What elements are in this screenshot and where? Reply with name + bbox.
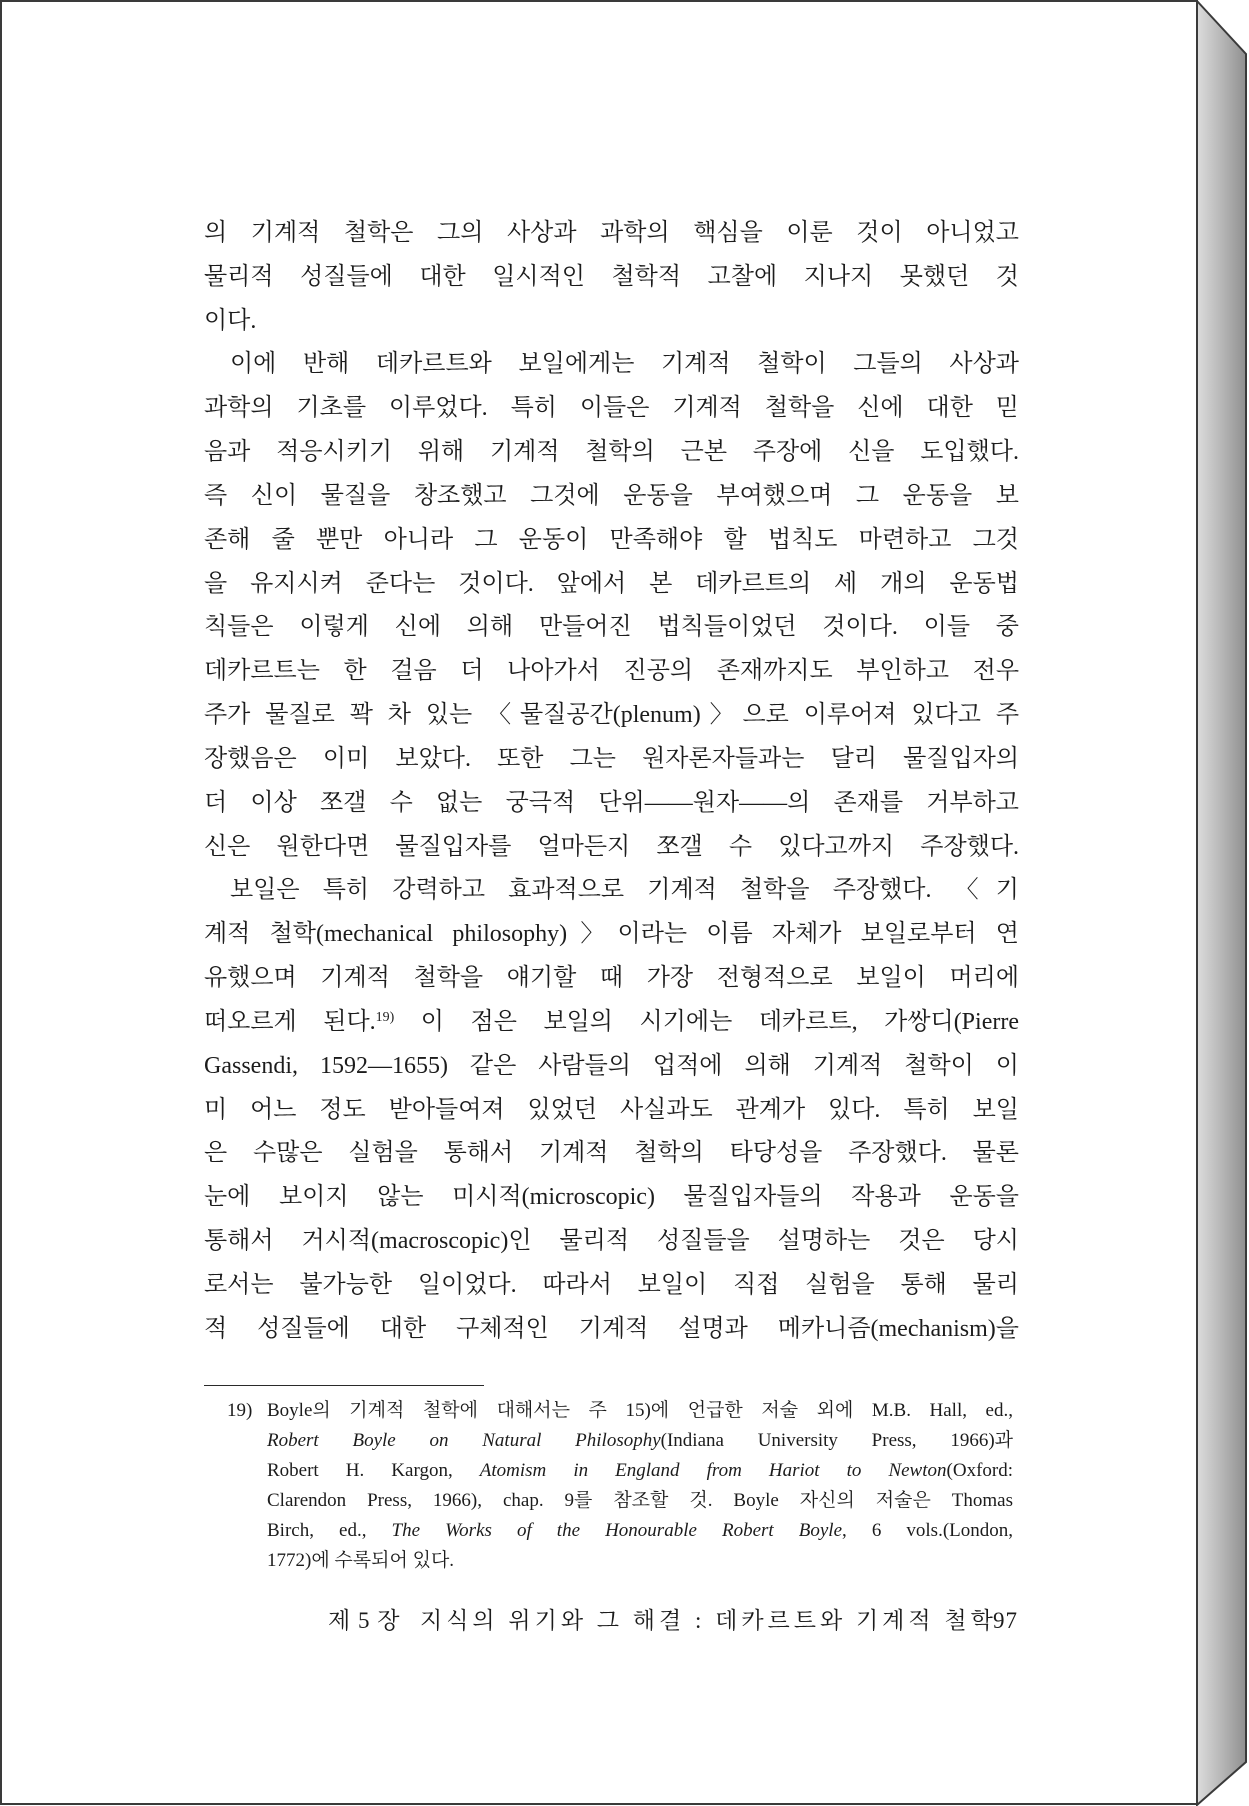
text-line: 은 수많은 실험을 통해서 기계적 철학의 타당성을 주장했다. 물론	[204, 1140, 1019, 1167]
book-title: Robert Boyle on Natural Philosophy	[267, 1430, 661, 1451]
footnote-line	[267, 1516, 1013, 1546]
text-line: 데카르트는 한 걸음 더 나아가서 진공의 존재까지도 부인하고 전우	[204, 658, 1019, 685]
text-line: 보일은 특히 강력하고 효과적으로 기계적 철학을 주장했다. 〈기	[230, 877, 1019, 904]
text-line: 칙들은 이렇게 신에 의해 만들어진 법칙들이었던 것이다. 이들 중	[204, 614, 1019, 641]
page-edge	[1197, 1, 1246, 1805]
text-line: 통해서 거시적(macroscopic)인 물리적 성질들을 설명하는 것은 당시	[204, 1228, 1019, 1255]
running-footer	[328, 1601, 1018, 1641]
book-title: Atomism in England from Hariot to Newton	[479, 1460, 947, 1481]
text-line: 존해 줄 뿐만 아니라 그 운동이 만족해야 할 법칙도 마련하고 그것	[204, 526, 1019, 553]
paragraph	[204, 343, 1019, 869]
page-number: 97	[993, 1608, 1018, 1633]
text-line: 눈에 보이지 않는 미시적(microscopic) 물질입자들의 작용과 운동을	[204, 1184, 1019, 1211]
text-line: 미 어느 정도 받아들여져 있었던 사실과도 관계가 있다. 특히 보일	[204, 1096, 1019, 1123]
text-segment: 이 점은 보일의 시기에는 데카르트, 가쌍디(Pierre	[394, 1008, 1019, 1035]
text-segment: Birch, ed.,	[267, 1520, 392, 1541]
text-line: 계적 철학(mechanical philosophy)〉이라는 이름 자체가 보일로부터 연	[204, 921, 1019, 948]
text-segment: , 6 vols.(London,	[842, 1520, 1013, 1541]
text-segment: 떠오르게 된다.	[204, 1008, 376, 1035]
text-line	[204, 1001, 1019, 1045]
text-line: Gassendi, 1592—1655) 같은 사람들의 업적에 의해 기계적 철학이 이	[204, 1052, 1019, 1079]
text-line: 장했음은 이미 보았다. 또한 그는 원자론자들과는 달리 물질입자의	[204, 745, 1019, 772]
footnote-line	[267, 1426, 1013, 1456]
text-line: 이다.	[204, 307, 257, 334]
text-line: 즉 신이 물질을 창조했고 그것에 운동을 부여했으며 그 운동을 보	[204, 482, 1019, 509]
text-line: 을 유지시켜 준다는 것이다. 앞에서 본 데카르트의 세 개의 운동법	[204, 570, 1019, 597]
footnote-marker: 19)	[227, 1400, 253, 1421]
body-text	[204, 212, 1019, 1352]
text-line: 음과 적응시키기 위해 기계적 철학의 근본 주장에 신을 도입했다.	[204, 439, 1019, 466]
footnote-line: Boyle의 기계적 철학에 대해서는 주 15)에 언급한 저술 외에 M.B. Hall, ed.,	[267, 1400, 1013, 1421]
text-line: 과학의 기초를 이루었다. 특히 이들은 기계적 철학을 신에 대한 믿	[204, 395, 1019, 422]
text-line: 더 이상 쪼갤 수 없는 궁극적 단위——원자——의 존재를 거부하고	[204, 789, 1019, 816]
chapter-title: 지식의 위기와 그 해결 : 데카르트와 기계적 철학	[420, 1608, 997, 1633]
text-line: 이에 반해 데카르트와 보일에게는 기계적 철학이 그들의 사상과	[230, 351, 1019, 378]
text-line: 주가 물질로 꽉 차 있는 〈물질공간(plenum)〉으로 이루어져 있다고 주	[204, 702, 1019, 729]
text-segment: (Indiana University Press, 1966)과	[660, 1430, 1013, 1451]
text-line: 로서는 불가능한 일이었다. 따라서 보일이 직접 실험을 통해 물리	[204, 1271, 1019, 1298]
text-line: 신은 원한다면 물질입자를 얼마든지 쪼갤 수 있다고까지 주장했다.	[204, 833, 1019, 860]
paragraph	[204, 212, 1019, 343]
paragraph	[204, 869, 1019, 1351]
footnote-ref: 19)	[375, 1009, 395, 1025]
footnote-line	[267, 1456, 1013, 1486]
text-segment: (Oxford:	[946, 1460, 1013, 1481]
text-line: 적 성질들에 대한 구체적인 기계적 설명과 메카니즘(mechanism)을	[204, 1315, 1019, 1342]
footnote-rule	[204, 1385, 484, 1386]
text-segment: Robert H. Kargon,	[267, 1460, 480, 1481]
text-line: 유했으며 기계적 철학을 얘기할 때 가장 전형적으로 보일이 머리에	[204, 965, 1019, 992]
footnote	[227, 1396, 1013, 1576]
footnote-line: 1772)에 수록되어 있다.	[267, 1550, 455, 1571]
footnote-line: Clarendon Press, 1966), chap. 9를 참조할 것. Boyle 자신의 저술은 Thomas	[267, 1490, 1013, 1511]
chapter-label: 제 5 장	[328, 1608, 401, 1633]
book-title: The Works of the Honourable Robert Boyle	[391, 1520, 843, 1541]
text-line: 의 기계적 철학은 그의 사상과 과학의 핵심을 이룬 것이 아니었고	[204, 220, 1019, 246]
text-line: 물리적 성질들에 대한 일시적인 철학적 고찰에 지나지 못했던 것	[204, 263, 1019, 290]
